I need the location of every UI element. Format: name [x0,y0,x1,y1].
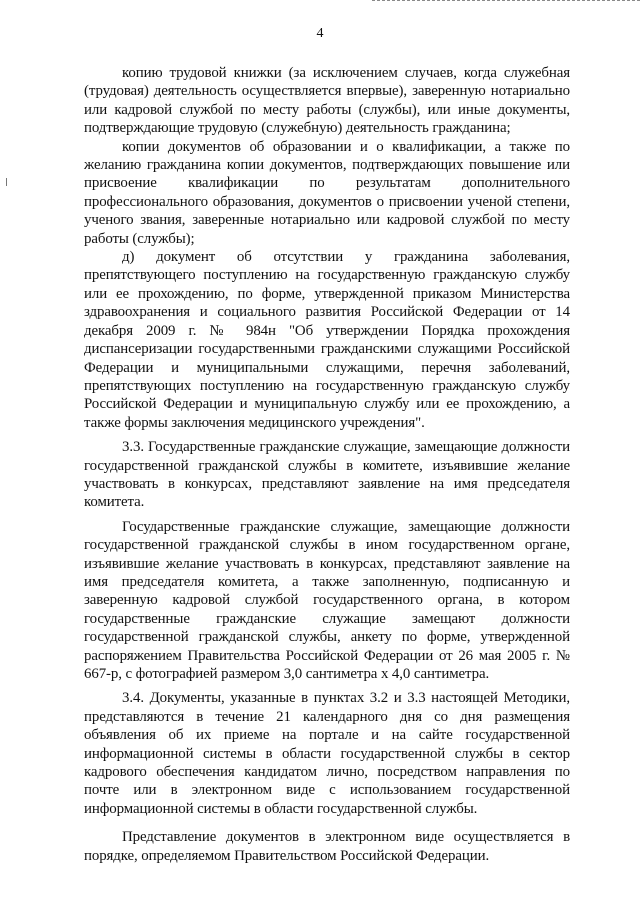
document-body [84,64,570,865]
paragraph-3-3: 3.3. Государственные гражданские служащие, замещающие должности государственной гражданской службы в комитете, изъявившие желание участвовать в конкурсах, представляют заявление на имя председателя комитета. [84,439,570,511]
margin-mark [6,178,7,186]
paragraph-electronic-submission: Представление документов в электронном виде осуществляется в порядке, определяемом Правительством Российской Федерации. [84,829,570,864]
paragraph-employment-record: копию трудовой книжки (за исключением случаев, когда служебная (трудовая) деятельность осуществляется впервые), заверенную нотариально или кадровой службой по месту работы (службы), или иные документы, подтверждающие трудовую (служебную) деятельность гражданина; [84,65,570,137]
paragraph-medical-certificate: д) документ об отсутствии у гражданина заболевания, препятствующего поступлению на государственную гражданскую службу или ее прохождению, по форме, утвержденной приказом Министерства здравоохранения и социального развития Российской Федерации от 14 декабря 2009 г. № 984н "Об утверждении Порядка прохождения диспансеризации государственными гражданскими служащими Российской Федерации и муниципальными служащими, перечня заболеваний, препятствующих поступлению на государственную гражданскую службу Российской Федерации и муниципальную службу или ее прохождению, а также формы заключения медицинского учреждения". [84,249,570,431]
paragraph-other-agency-servants: Государственные гражданские служащие, замещающие должности государственной гражданской службы в ином государственном органе, изъявившие желание участвовать в конкурсах, представляют заявление на имя председателя комитета, а также заполненную, подписанную и заверенную кадровой службой государственного органа, в котором государственные гражданские служащие замещают должности государственной гражданской службы, анкету по форме, утвержденной распоряжением Правительства Российской Федерации от 26 мая 2005 г. № 667-р, с фотографией размером 3,0 сантиметра х 4,0 сантиметра. [84,518,570,682]
paragraph-3-4: 3.4. Документы, указанные в пунктах 3.2 и 3.3 настоящей Методики, представляются в течение 21 календарного дня со дня размещения объявления об их приеме на портале и на сайте государственной информационной системы в области государственной службы в сектор кадрового обеспечения кандидатом лично, посредством направления по почте или в электронном виде с использованием государственной информационной системы в области государственной службы. [84,690,570,817]
top-edge-line [372,0,640,2]
page-number: 4 [316,26,324,41]
paragraph-education-documents: копии документов об образовании и о квалификации, а также по желанию гражданина копии документов, подтверждающих повышение или присвоение квалификации по результатам дополнительного профессионального образования, документов о присвоении ученой степени, ученого звания, заверенные нотариально или кадровой службой по месту работы (службы); [84,138,570,247]
